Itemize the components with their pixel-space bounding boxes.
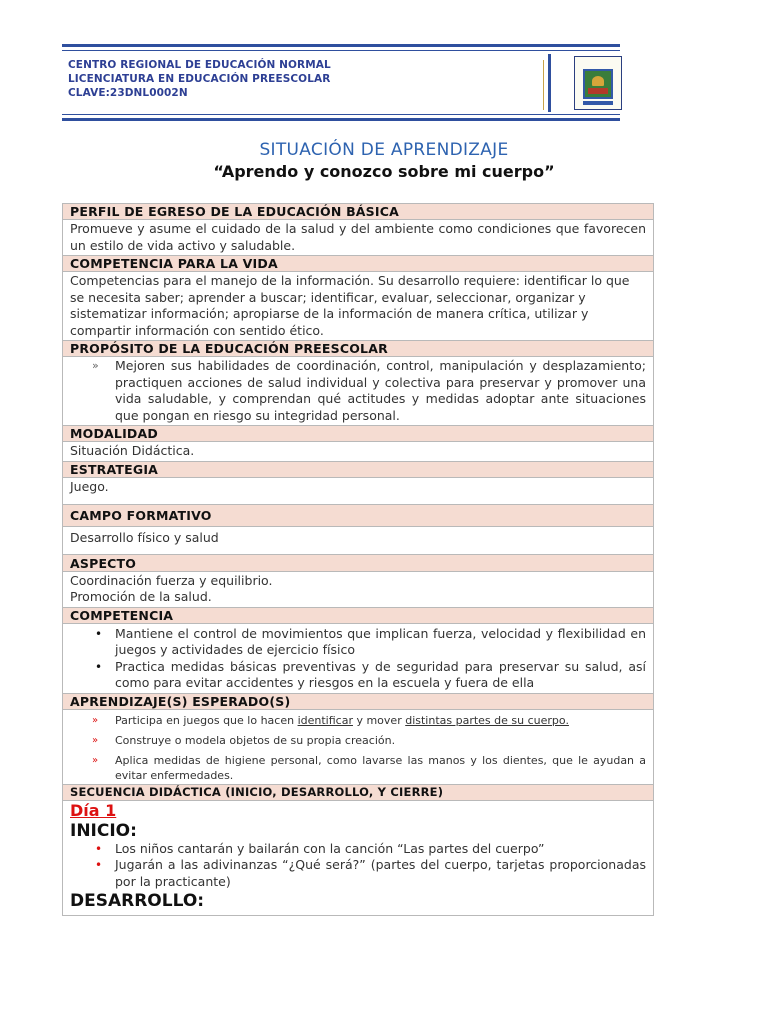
section-text-competencia-vida: Competencias para el manejo de la información. Su desarrollo requiere: identificar lo que se necesita saber; aprender a buscar; identificar, evaluar, seleccionar, organizar y sistematizar información; apropiarse de la información de manera crítica, utilizar y compartir información con sentido ético. bbox=[70, 273, 630, 338]
list-item: • Jugarán a las adivinanzas “¿Qué será?” (partes del cuerpo, tarjetas proporcionadas por la practicante) bbox=[95, 857, 646, 889]
list-item: • Mantiene el control de movimientos que implican fuerza, velocidad y flexibilidad en juegos y actividades de ejercicio físico bbox=[95, 625, 646, 657]
header-line-3: CLAVE:23DNL0002N bbox=[68, 87, 188, 99]
header-rule-bottom-thin bbox=[62, 114, 620, 115]
day-label: Día 1 bbox=[70, 800, 117, 820]
institution-seal-icon bbox=[574, 56, 622, 110]
section-text-perfil: Promueve y asume el cuidado de la salud y del ambiente como condiciones que favorecen un estilo de vida activo y saludable. bbox=[70, 221, 646, 253]
section-heading-competencia: COMPETENCIA bbox=[63, 607, 653, 624]
bullet-marker: • bbox=[95, 858, 103, 872]
list-item: » Participa en juegos que lo hacen identificar y mover distintas partes de su cuerpo. bbox=[92, 713, 569, 727]
section-heading-campo: CAMPO FORMATIVO bbox=[63, 504, 653, 527]
bullet-marker: • bbox=[95, 841, 103, 856]
planning-table bbox=[62, 203, 654, 916]
section-heading-secuencia: SECUENCIA DIDÁCTICA (INICIO, DESARROLLO, Y CIERRE) bbox=[63, 784, 653, 801]
document-title: SITUACIÓN DE APRENDIZAJE bbox=[259, 140, 509, 160]
section-heading-perfil: PERFIL DE EGRESO DE LA EDUCACIÓN BÁSICA bbox=[63, 204, 653, 220]
desarrollo-heading: DESARROLLO: bbox=[70, 891, 205, 911]
section-heading-aspecto: ASPECTO bbox=[63, 554, 653, 572]
header-rule-bottom bbox=[62, 118, 620, 121]
header-rule-top bbox=[62, 44, 620, 47]
bullet-marker: » bbox=[92, 714, 99, 726]
bullet-marker: • bbox=[95, 626, 103, 641]
aspecto-line-1: Coordinación fuerza y equilibrio. bbox=[70, 572, 273, 588]
bullet-marker: » bbox=[92, 359, 99, 372]
aspecto-line-2: Promoción de la salud. bbox=[70, 589, 212, 604]
list-item: • Los niños cantarán y bailarán con la canción “Las partes del cuerpo” bbox=[95, 840, 545, 856]
list-item: • Practica medidas básicas preventivas y de seguridad para preservar su salud, así como para evitar accidentes y riesgos en la escuela y fuera de ella bbox=[95, 658, 646, 690]
header-institution bbox=[68, 58, 331, 100]
bullet-marker: » bbox=[92, 734, 99, 746]
header-line-1: CENTRO REGIONAL DE EDUCACIÓN NORMAL bbox=[68, 59, 331, 71]
header-divider bbox=[548, 54, 551, 112]
header-line-2: LICENCIATURA EN EDUCACIÓN PREESCOLAR bbox=[68, 73, 331, 85]
section-heading-estrategia: ESTRATEGIA bbox=[63, 461, 653, 478]
bullet-marker: » bbox=[92, 754, 99, 766]
header-rule-top-thin bbox=[62, 50, 620, 51]
section-heading-aprendizajes: APRENDIZAJE(S) ESPERADO(S) bbox=[63, 693, 653, 710]
section-body-aprendizajes bbox=[63, 710, 653, 784]
header-divider-gold bbox=[543, 60, 544, 110]
list-item: » Mejoren sus habilidades de coordinación, control, manipulación y desplazamiento; practiquen acciones de salud individual y colectiva para preservar y promover una vida saludable, y comprendan qué actitudes y medidas adoptar ante situaciones que pongan en riesgo su integridad personal. bbox=[92, 358, 646, 423]
section-heading-modalidad: MODALIDAD bbox=[63, 425, 653, 442]
section-text-estrategia: Juego. bbox=[70, 478, 109, 494]
inicio-heading: INICIO: bbox=[70, 820, 137, 841]
document-subtitle: “Aprendo y conozco sobre mi cuerpo” bbox=[213, 162, 555, 181]
section-body-proposito bbox=[63, 357, 653, 425]
section-body-secuencia bbox=[63, 801, 653, 916]
bullet-marker: • bbox=[95, 659, 103, 674]
list-item: » Construye o modela objetos de su propia creación. bbox=[92, 733, 396, 747]
list-item: » Aplica medidas de higiene personal, como lavarse las manos y los dientes, que le ayudan a evitar enfermedades. bbox=[92, 753, 646, 782]
section-body-competencia bbox=[63, 624, 653, 693]
section-heading-competencia-vida: COMPETENCIA PARA LA VIDA bbox=[63, 255, 653, 272]
section-text-campo: Desarrollo físico y salud bbox=[70, 530, 219, 545]
section-heading-proposito: PROPÓSITO DE LA EDUCACIÓN PREESCOLAR bbox=[63, 340, 653, 357]
section-text-modalidad: Situación Didáctica. bbox=[70, 443, 195, 458]
section-body-aspecto bbox=[63, 572, 653, 607]
